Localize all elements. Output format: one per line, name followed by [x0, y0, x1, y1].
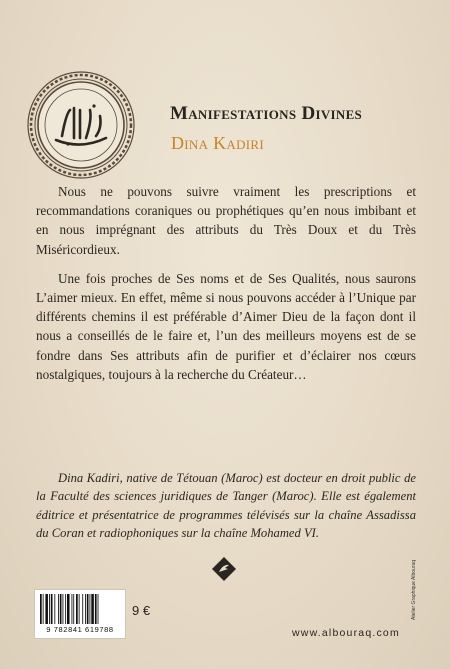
publisher-logo-icon [211, 556, 237, 582]
blurb-paragraph: Une fois proches de Ses noms et de Ses Qualités, nous saurons L’aimer mieux. En effet, même si nous pouvons accéder à l’Unique par différents chemins il est préférable d’Aimer Dieu de la façon dont il nous a conseillés de le faire et, l’un des meilleurs moyens est de se fondre dans Ses attributs afin de purifier et d’éclairer nos cœurs nostalgiques, toujours à la recherche du Créateur… [36, 270, 416, 382]
blurb [36, 182, 416, 394]
blurb-paragraph: Nous ne pouvons suivre vraiment les prescriptions et recommandations coraniques ou prophétiques qu’en nous imbibant et en nous imprégnant des attributs du Très Doux et du Très Miséricordieux. [36, 184, 416, 257]
barcode [34, 589, 126, 639]
book-title: Manifestations Divines [170, 103, 363, 124]
book-author: Dina Kadiri [171, 133, 265, 153]
publisher-credit: Atelier Graphique Albouraq [411, 559, 417, 621]
publisher-website: www.albouraq.com [292, 627, 400, 639]
calligraphy-medallion-icon [26, 70, 136, 180]
author-bio: Dina Kadiri, native de Tétouan (Maroc) est docteur en droit public de la Faculté des sciences juridiques de Tanger (Maroc). Elle est également éditrice et présentatrice de programmes télévisés sur la chaîne Assadissa du Coran et radiophoniques sur la chaîne Mohamed VI. [36, 471, 416, 541]
barcode-number: 9 782841 619788 [46, 625, 114, 634]
price: 9 € [132, 603, 151, 618]
barcode-bars [40, 594, 120, 624]
